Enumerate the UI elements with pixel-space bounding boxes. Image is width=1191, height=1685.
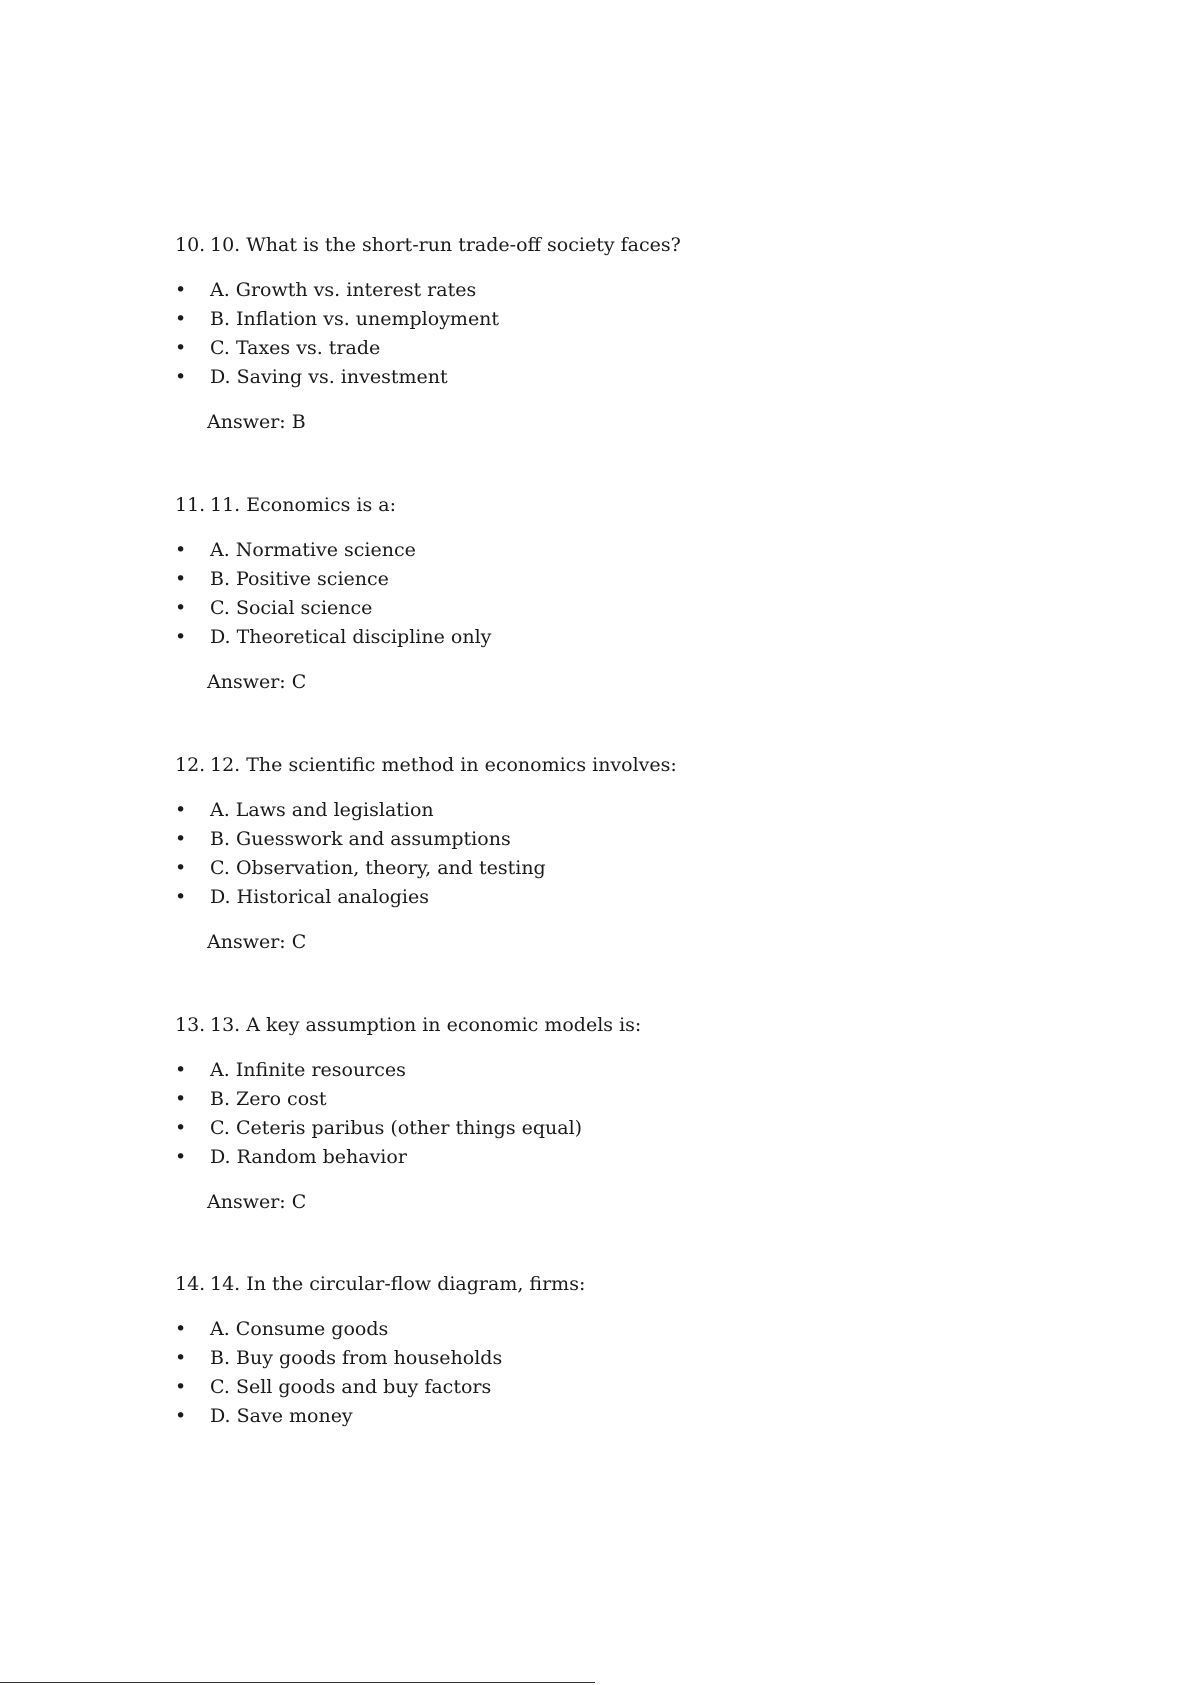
answer-line: Answer: C [207,671,307,693]
list-number: 13. [175,1014,206,1036]
bullet-icon: • [175,886,187,908]
bullet-icon: • [175,279,187,301]
list-number: 10. [175,234,206,256]
bullet-icon: • [175,366,187,388]
question-text: 13. A key assumption in economic models is: [210,1014,642,1036]
options-list [175,798,1075,909]
option-item [175,567,1075,591]
option-text: A. Normative science [210,539,416,561]
question-title [175,233,1075,257]
option-text: B. Buy goods from households [210,1347,503,1369]
option-text: D. Saving vs. investment [210,366,448,388]
option-text: D. Random behavior [210,1146,407,1168]
bullet-icon: • [175,1405,187,1427]
question-title [175,1272,1075,1296]
option-item [175,1375,1075,1399]
question-text: 14. In the circular-flow diagram, firms: [210,1273,586,1295]
bullet-icon: • [175,597,187,619]
option-text: C. Observation, theory, and testing [210,857,546,879]
option-text: D. Save money [210,1405,353,1427]
question-text: 12. The scientific method in economics involves: [210,754,677,776]
option-item [175,885,1075,909]
bullet-icon: • [175,799,187,821]
question-title [175,753,1075,777]
bullet-icon: • [175,626,187,648]
bullet-icon: • [175,857,187,879]
bullet-icon: • [175,308,187,330]
footer-divider [0,1682,595,1683]
option-item [175,1317,1075,1341]
option-text: B. Inflation vs. unemployment [210,308,500,330]
bullet-icon: • [175,1347,187,1369]
bullet-icon: • [175,568,187,590]
list-number: 12. [175,754,206,776]
option-text: B. Guesswork and assumptions [210,828,511,850]
options-list [175,278,1075,389]
option-text: D. Historical analogies [210,886,429,908]
option-item [175,856,1075,880]
option-item [175,1404,1075,1428]
options-list [175,1058,1075,1169]
question-text: 10. What is the short-run trade-off society faces? [210,234,681,256]
bullet-icon: • [175,1117,187,1139]
option-item [175,1087,1075,1111]
option-item [175,278,1075,302]
option-item [175,1145,1075,1169]
option-item [175,596,1075,620]
option-item [175,307,1075,331]
question-title [175,493,1075,517]
bullet-icon: • [175,337,187,359]
option-item [175,538,1075,562]
option-item [175,1058,1075,1082]
bullet-icon: • [175,1376,187,1398]
question-11 [175,493,1075,694]
question-title [175,1013,1075,1037]
list-number: 14. [175,1273,206,1295]
bullet-icon: • [175,828,187,850]
bullet-icon: • [175,1318,187,1340]
option-text: C. Ceteris paribus (other things equal) [210,1117,583,1139]
option-text: C. Social science [210,597,373,619]
question-13 [175,1013,1075,1214]
option-text: D. Theoretical discipline only [210,626,492,648]
option-item [175,827,1075,851]
bullet-icon: • [175,1059,187,1081]
option-item [175,336,1075,360]
option-text: C. Sell goods and buy factors [210,1376,492,1398]
question-text: 11. Economics is a: [210,494,397,516]
question-10 [175,233,1075,434]
option-text: A. Infinite resources [210,1059,406,1081]
bullet-icon: • [175,1088,187,1110]
answer-line: Answer: C [207,931,307,953]
question-12 [175,753,1075,954]
option-text: A. Growth vs. interest rates [210,279,477,301]
option-text: B. Positive science [210,568,389,590]
answer-line: Answer: C [207,1191,307,1213]
option-item [175,1116,1075,1140]
question-14 [175,1272,1075,1433]
option-item [175,365,1075,389]
option-item [175,798,1075,822]
option-item [175,625,1075,649]
option-text: C. Taxes vs. trade [210,337,381,359]
options-list [175,538,1075,649]
answer-line: Answer: B [207,411,306,433]
option-text: B. Zero cost [210,1088,327,1110]
list-number: 11. [175,494,206,516]
options-list [175,1317,1075,1428]
option-text: A. Laws and legislation [210,799,434,821]
option-text: A. Consume goods [210,1318,389,1340]
option-item [175,1346,1075,1370]
bullet-icon: • [175,1146,187,1168]
bullet-icon: • [175,539,187,561]
